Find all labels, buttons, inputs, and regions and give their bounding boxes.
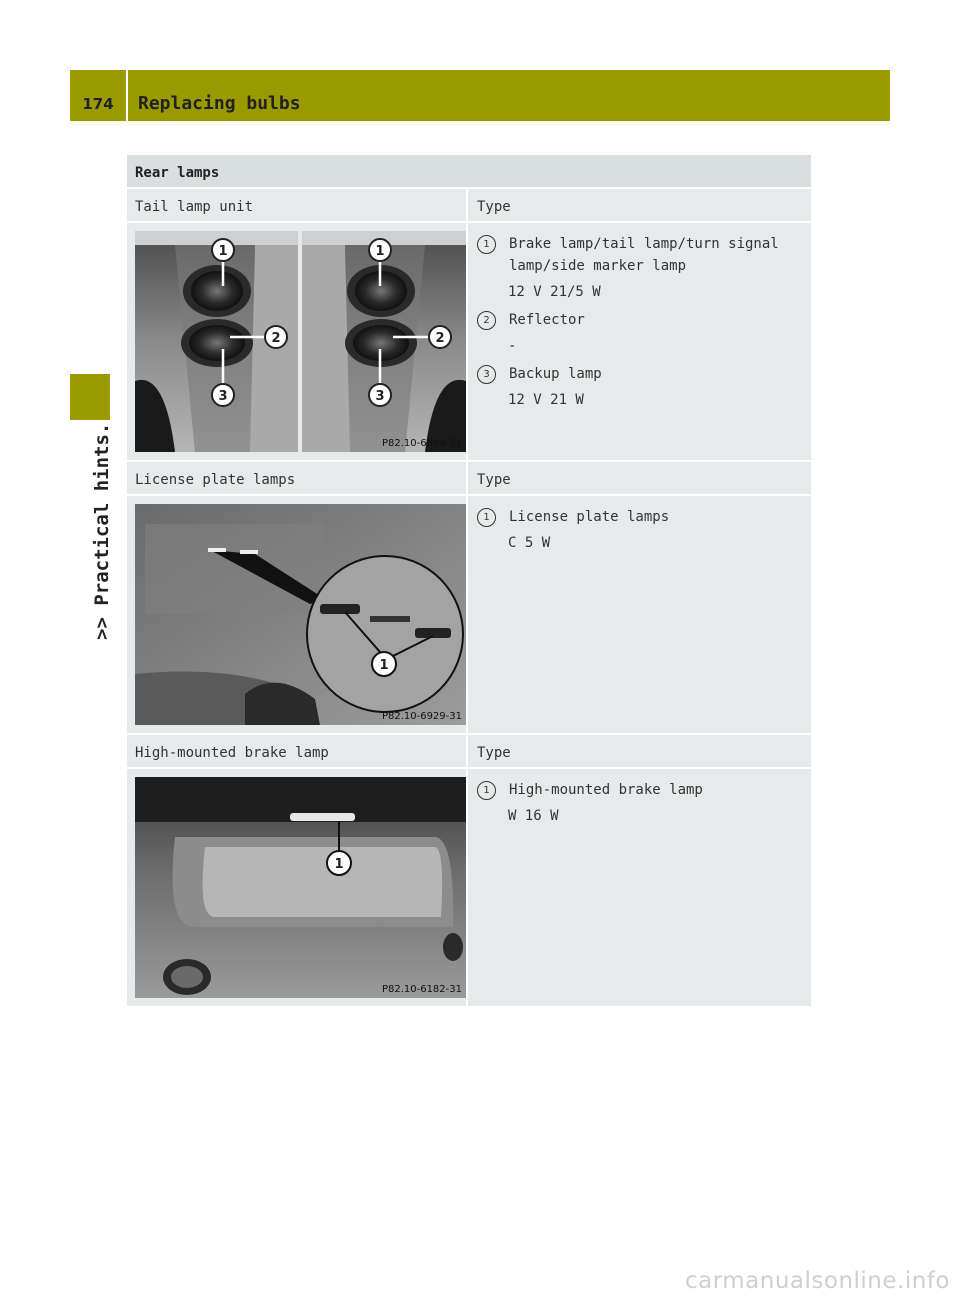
photo-caption: P82.10-6929-31 (381, 711, 462, 722)
photo-caption: P82.10-6894-31 (381, 438, 462, 449)
section-name: High-mounted brake lamp (127, 735, 468, 767)
header-divider (126, 70, 128, 121)
callout-number: 2 (477, 311, 496, 330)
table-row (127, 769, 811, 1008)
item-label: High-mounted brake lamp (509, 782, 703, 798)
item-label: Reflector (509, 312, 585, 328)
svg-text:1: 1 (334, 857, 344, 872)
high-mounted-brake-lamp-photo (135, 777, 466, 998)
item-label: Brake lamp/tail lamp/turn signal lamp/side marker lamp (509, 236, 779, 274)
table-row (127, 223, 811, 462)
item-spec: 12 V 21 W (508, 392, 584, 408)
svg-text:3: 3 (375, 389, 385, 404)
license-plate-photo (135, 504, 466, 725)
svg-text:1: 1 (379, 658, 389, 673)
rear-lamps-table (127, 155, 811, 1008)
side-tab-marker (70, 374, 110, 420)
watermark: carmanualsonline.info (684, 1268, 950, 1294)
item-spec: C 5 W (508, 535, 551, 551)
page-number: 174 (82, 95, 114, 113)
photo-caption: P82.10-6182-31 (381, 984, 462, 995)
table-row-header (127, 462, 811, 496)
callout-number: 1 (477, 781, 496, 800)
item-spec: W 16 W (508, 808, 559, 824)
brake-lamp-illustration (135, 777, 466, 998)
section-title: Replacing bulbs (138, 93, 301, 114)
list-item (477, 779, 801, 801)
svg-text:2: 2 (435, 331, 445, 346)
tail-lamp-photo (135, 231, 466, 452)
callout-number: 1 (477, 235, 496, 254)
page-header (70, 70, 890, 121)
item-spec: 12 V 21/5 W (508, 284, 601, 300)
type-label: Type (477, 472, 511, 488)
list-item (477, 233, 801, 277)
item-label: License plate lamps (509, 509, 670, 525)
list-item (477, 506, 801, 528)
type-label: Type (477, 199, 511, 215)
table-row (127, 496, 811, 735)
tail-lamp-illustration (135, 231, 466, 452)
svg-text:3: 3 (218, 389, 228, 404)
svg-text:1: 1 (375, 244, 385, 259)
table-row-header (127, 735, 811, 769)
type-label: Type (477, 745, 511, 761)
svg-text:1: 1 (218, 244, 228, 259)
side-chapter-label: >> Practical hints. (91, 422, 113, 640)
callout-number: 1 (477, 508, 496, 527)
callout-number: 3 (477, 365, 496, 384)
list-item (477, 309, 801, 331)
list-item (477, 363, 801, 385)
license-plate-illustration (135, 504, 466, 725)
item-label: Backup lamp (509, 366, 602, 382)
section-name: Tail lamp unit (127, 189, 468, 221)
item-spec: - (508, 338, 517, 354)
section-name: License plate lamps (127, 462, 468, 494)
table-row-header (127, 189, 811, 223)
svg-text:2: 2 (271, 331, 281, 346)
table-title: Rear lamps (127, 155, 811, 189)
